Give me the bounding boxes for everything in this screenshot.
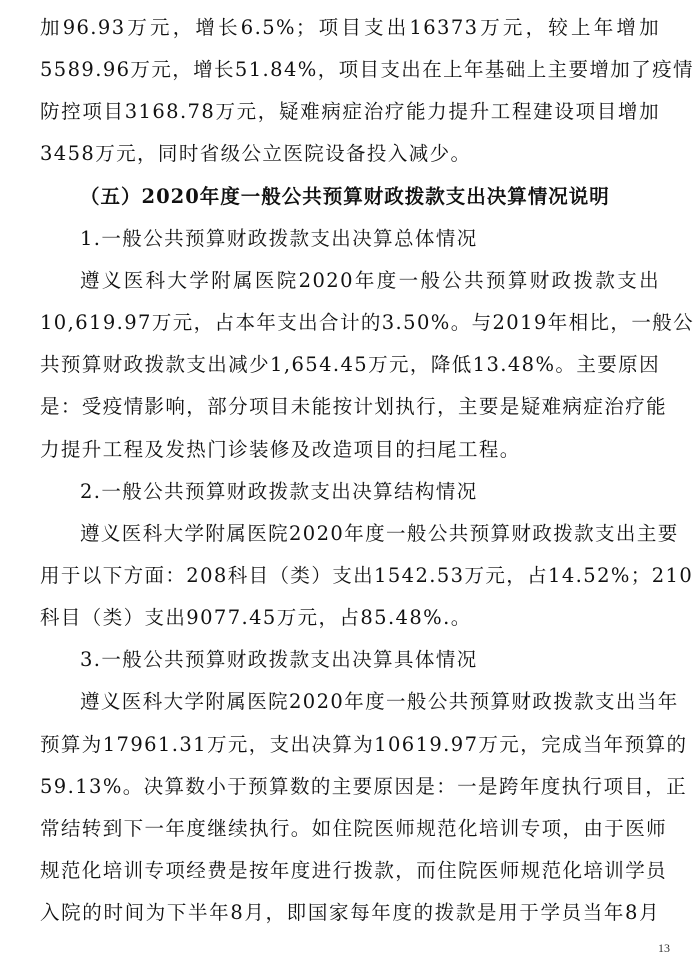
text-line: 防控项目3168.78万元，疑难病症治疗能力提升工程建设项目增加 xyxy=(40,100,660,124)
text-line: 3.一般公共预算财政拨款支出决算具体情况 xyxy=(80,648,478,672)
text-line: 遵义医科大学附属医院2020年度一般公共预算财政拨款支出主要 xyxy=(80,521,679,545)
text-line: 2.一般公共预算财政拨款支出决算结构情况 xyxy=(80,479,478,503)
text-line: 科目（类）支出9077.45万元，占85.48%.。 xyxy=(40,606,472,630)
text-line: 遵义医科大学附属医院2020年度一般公共预算财政拨款支出 xyxy=(80,268,660,292)
text-line: 是：受疫情影响，部分项目未能按计划执行，主要是疑难病症治疗能 xyxy=(40,395,668,419)
text-line: 用于以下方面：208科目（类）支出1542.53万元，占14.52%；210 xyxy=(40,563,694,587)
text-line: 入院的时间为下半年8月，即国家每年度的拨款是用于学员当年8月 xyxy=(40,901,660,925)
text-line: 59.13%。决算数小于预算数的主要原因是：一是跨年度执行项目，正 xyxy=(40,774,688,798)
section-heading: （五）2020年度一般公共预算财政拨款支出决算情况说明 xyxy=(80,184,610,208)
text-line: 常结转到下一年度继续执行。如住院医师规范化培训专项，由于医师 xyxy=(40,816,668,840)
text-line: 预算为17961.31万元，支出决算为10619.97万元，完成当年预算的 xyxy=(40,732,688,756)
text-line: 规范化培训专项经费是按年度进行拨款，而住院医师规范化培训学员 xyxy=(40,859,668,882)
text-line: 遵义医科大学附属医院2020年度一般公共预算财政拨款支出当年 xyxy=(80,690,679,714)
text-line: 力提升工程及发热门诊装修及改造项目的扫尾工程。 xyxy=(40,437,521,461)
text-line: 加96.93万元，增长6.5%；项目支出16373万元，较上年增加 xyxy=(40,16,660,39)
page-number: 13 xyxy=(658,941,670,955)
text-line: 10,619.97万元，占本年支出合计的3.50%。与2019年相比，一般公 xyxy=(40,311,695,335)
text-line: 1.一般公共预算财政拨款支出决算总体情况 xyxy=(80,226,478,250)
text-line: 共预算财政拨款支出减少1,654.45万元，降低13.48%。主要原因 xyxy=(40,353,660,377)
text-line: 3458万元，同时省级公立医院设备投入减少。 xyxy=(40,142,472,166)
text-line: 5589.96万元，增长51.84%，项目支出在上年基础上主要增加了疫情 xyxy=(40,58,694,82)
